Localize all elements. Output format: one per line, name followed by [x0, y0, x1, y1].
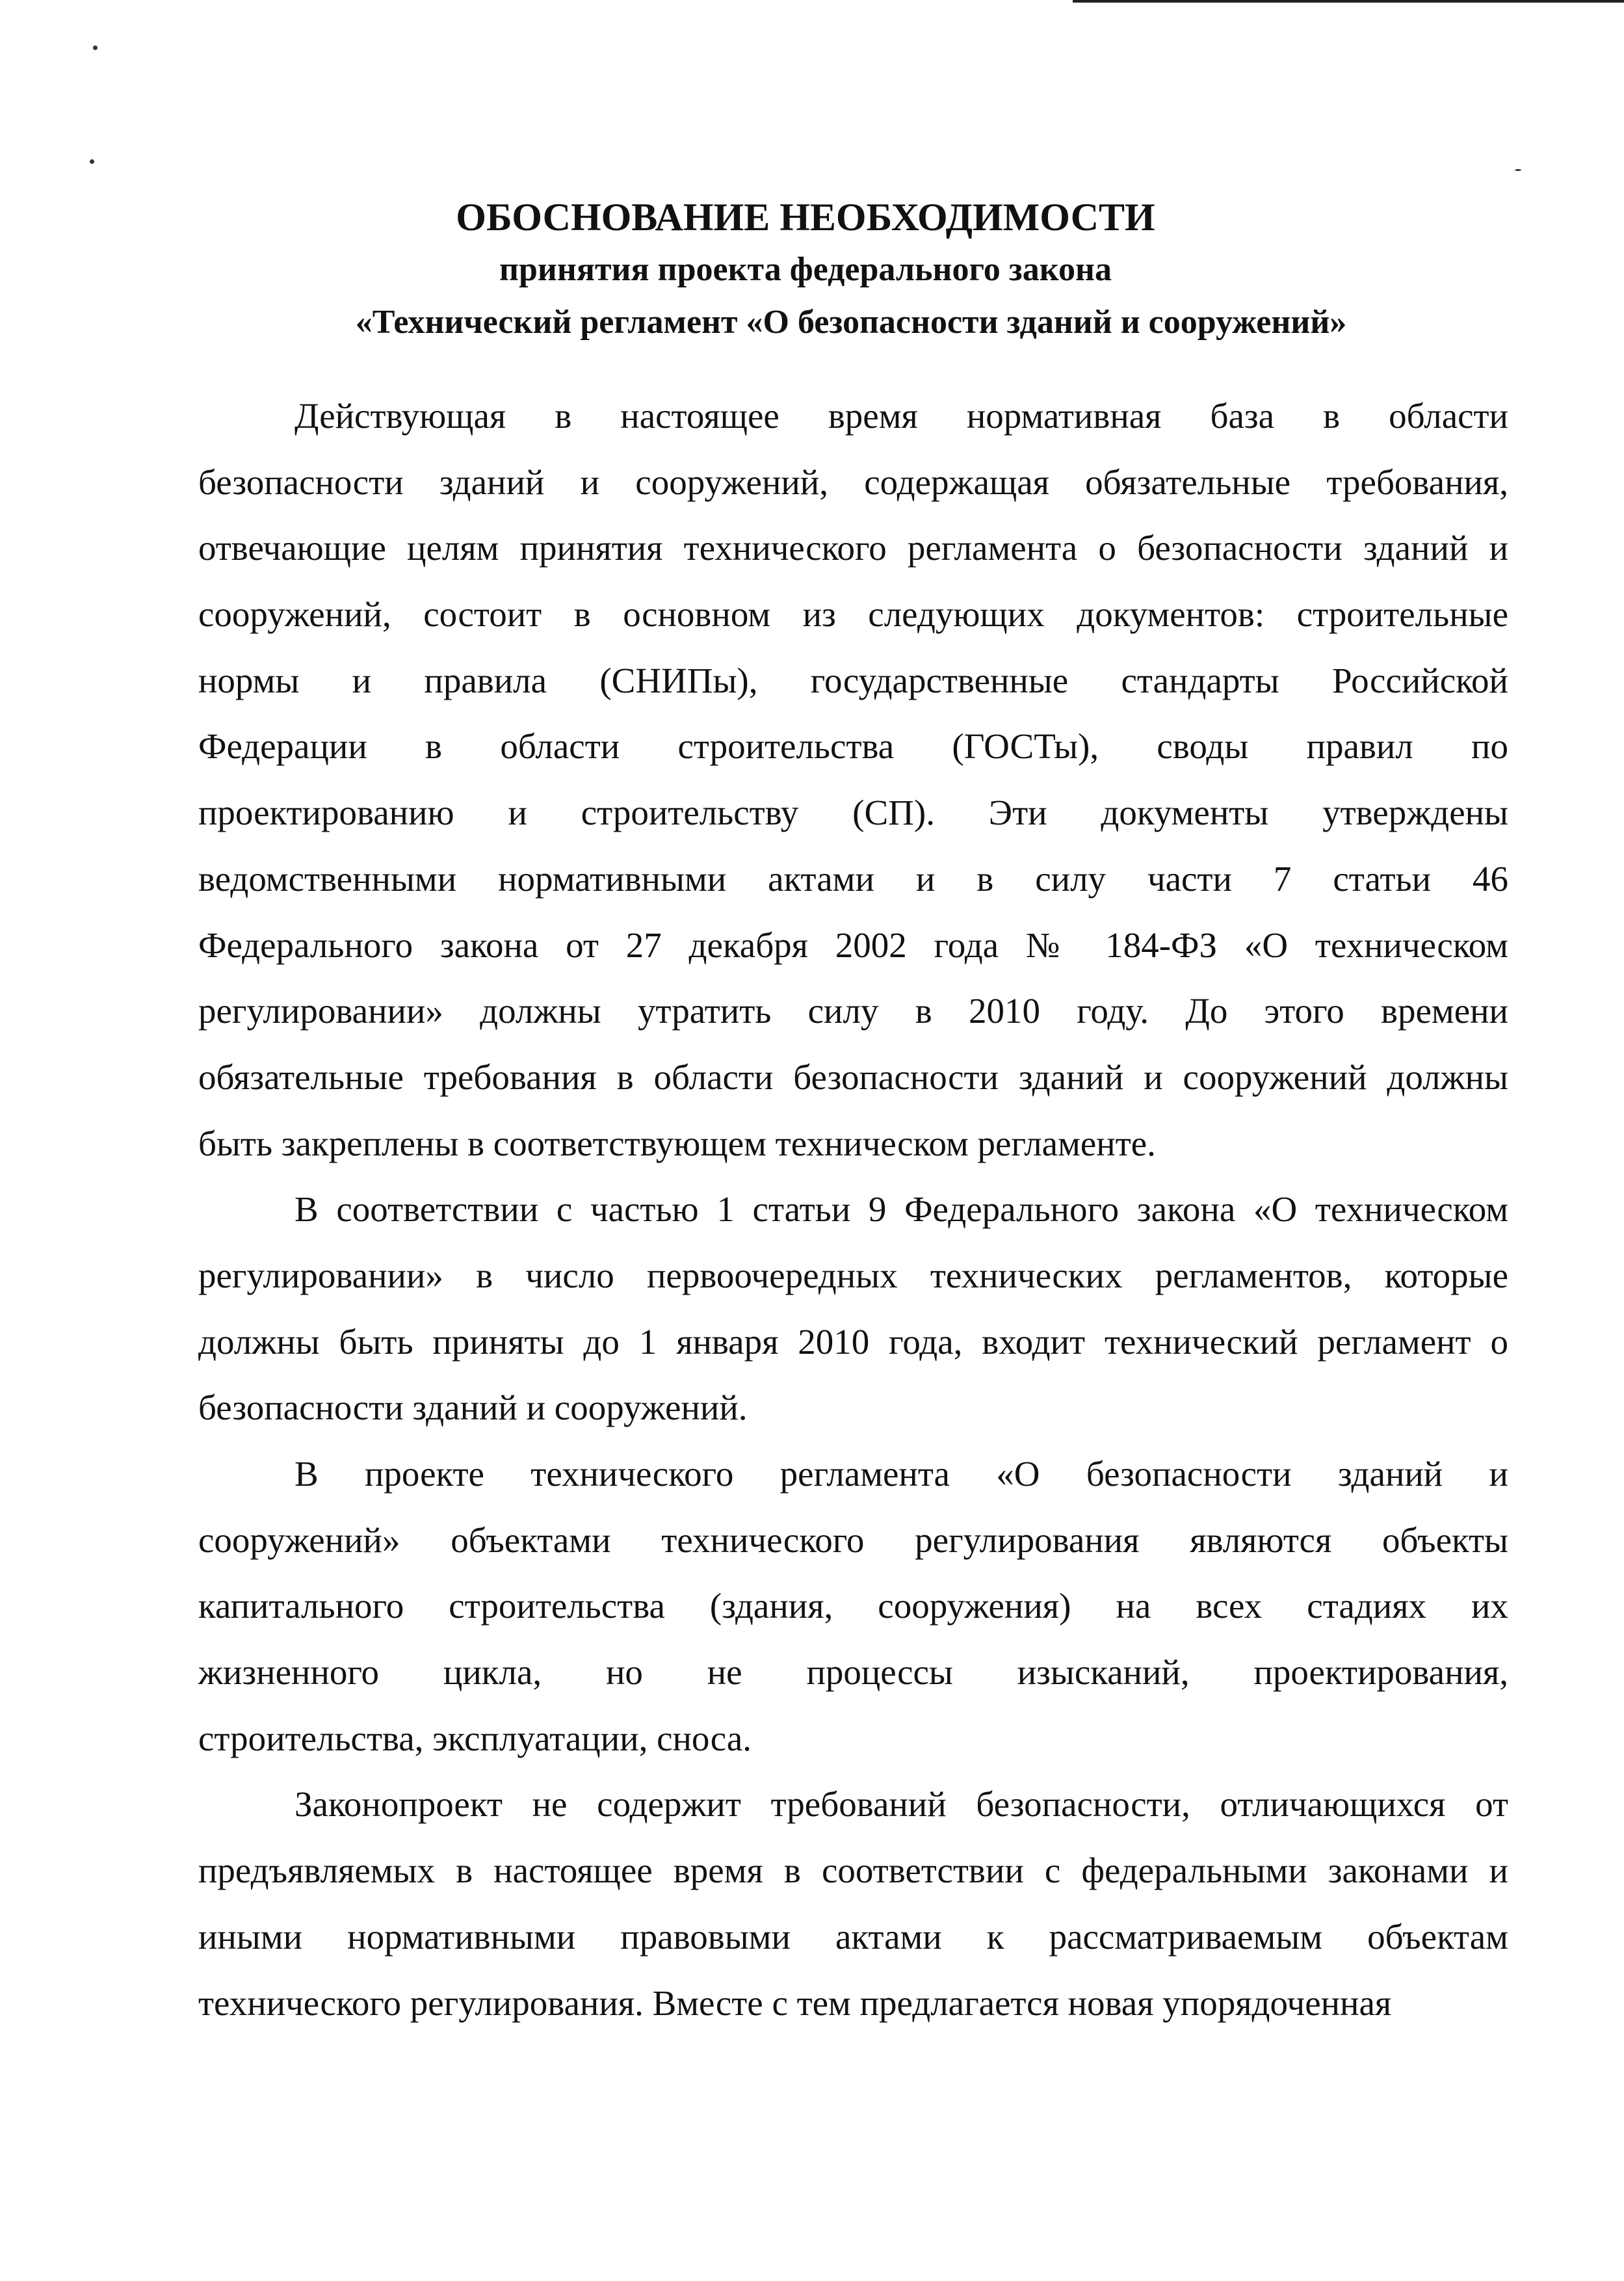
scan-speck: [1515, 169, 1521, 171]
document-law-name: «Технический регламент «О безопасности зданий и сооружений»: [355, 304, 1347, 341]
document-title: ОБОСНОВАНИЕ НЕОБХОДИМОСТИ: [456, 196, 1155, 239]
text-line: строительства, эксплуатации, сноса.: [198, 1718, 752, 1758]
paragraph: [198, 1176, 1508, 1441]
document-body: [198, 383, 1508, 2036]
text-line: Законопроект не содержит требований безопасности, отличающихся от: [295, 1784, 1508, 1825]
text-line: В проекте технического регламента «О безопасности зданий и: [295, 1454, 1508, 1494]
text-line: иными нормативными правовыми актами к рассматриваемым объектам: [198, 1916, 1508, 1957]
text-line: сооружений, состоит в основном из следующих документов: строительные: [198, 594, 1508, 635]
text-line: регулировании» в число первоочередных технических регламентов, которые: [198, 1255, 1508, 1295]
text-line: быть закреплены в соответствующем техническом регламенте.: [198, 1123, 1156, 1163]
text-line: капитального строительства (здания, сооружения) на всех стадиях их: [198, 1586, 1508, 1626]
text-line: регулировании» должны утратить силу в 2010 году. До этого времени: [198, 991, 1508, 1031]
text-line: безопасности зданий и сооружений.: [198, 1388, 748, 1428]
paragraph: [198, 383, 1508, 1176]
text-line: Федерации в области строительства (ГОСТы), своды правил по: [198, 726, 1508, 767]
text-line: ведомственными нормативными актами и в силу части 7 статьи 46: [198, 858, 1508, 899]
text-line: технического регулирования. Вместе с тем предлагается новая упорядоченная: [198, 1983, 1392, 2023]
paragraph: [198, 1441, 1508, 1771]
text-line: проектированию и строительству (СП). Эти документы утверждены: [198, 793, 1508, 833]
document-subtitle: принятия проекта федерального закона: [499, 251, 1112, 288]
text-line: Федерального закона от 27 декабря 2002 года № 184-ФЗ «О техническом: [198, 925, 1508, 965]
text-line: сооружений» объектами технического регулирования являются объекты: [198, 1520, 1508, 1560]
paragraph: [198, 1771, 1508, 2036]
text-line: отвечающие целям принятия технического регламента о безопасности зданий и: [198, 528, 1508, 568]
text-line: безопасности зданий и сооружений, содержащая обязательные требования,: [198, 462, 1508, 502]
text-line: обязательные требования в области безопасности зданий и сооружений должны: [198, 1057, 1508, 1097]
scan-edge-line: [1073, 0, 1624, 3]
text-line: В соответствии с частью 1 статьи 9 Федерального закона «О техническом: [295, 1189, 1508, 1230]
text-line: Действующая в настоящее время нормативная база в области: [295, 396, 1508, 436]
text-line: нормы и правила (СНИПы), государственные стандарты Российской: [198, 660, 1508, 700]
scan-speck: [90, 159, 94, 164]
text-line: жизненного цикла, но не процессы изысканий, проектирования,: [198, 1652, 1508, 1693]
text-line: предъявляемых в настоящее время в соответствии с федеральными законами и: [198, 1851, 1508, 1891]
text-line: должны быть приняты до 1 января 2010 года, входит технический регламент о: [198, 1321, 1508, 1362]
scan-speck: [93, 46, 98, 50]
